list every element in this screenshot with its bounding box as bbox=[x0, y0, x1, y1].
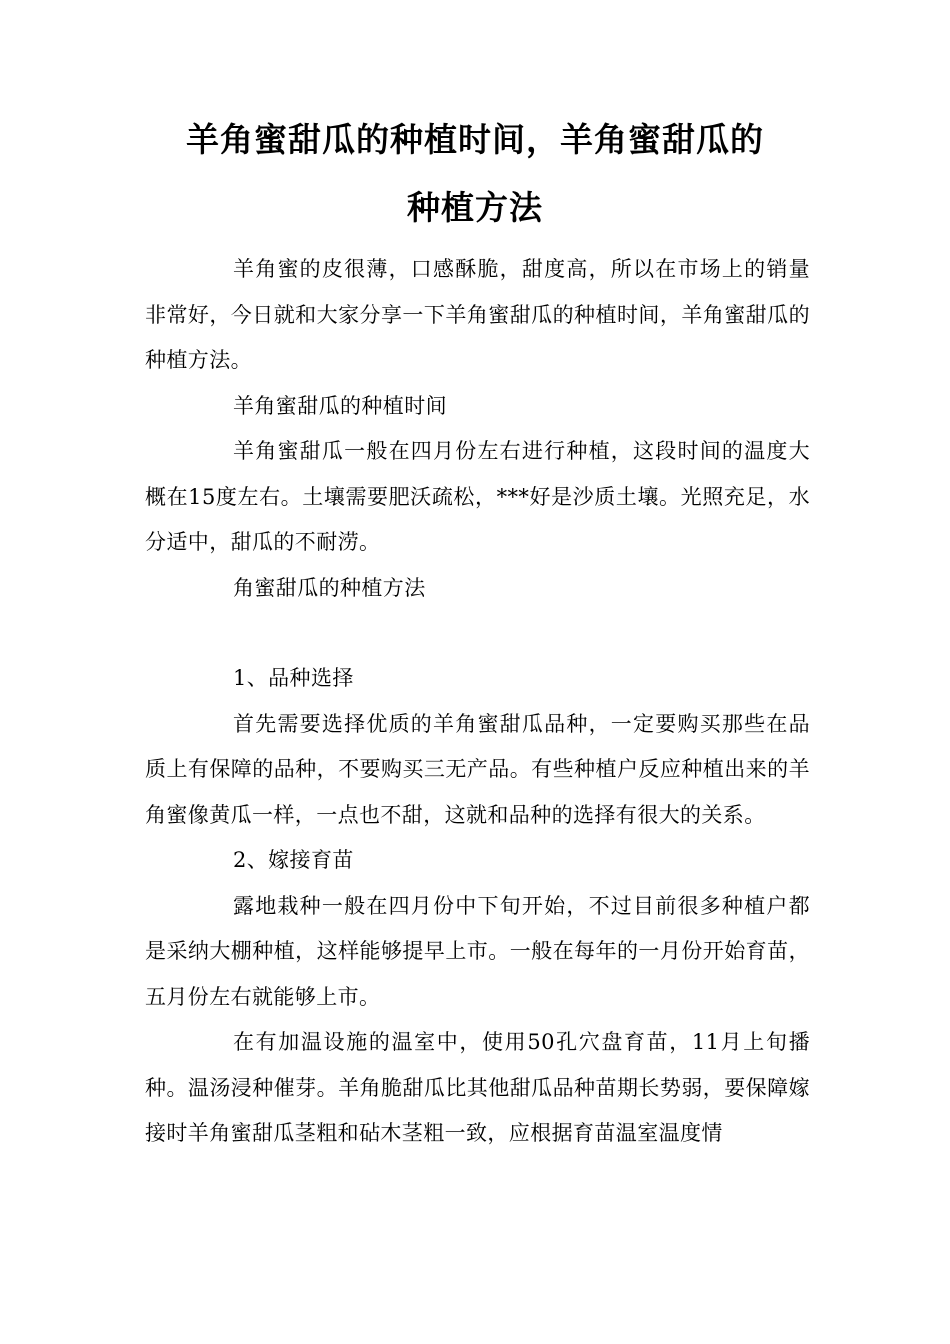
planting-time-paragraph: 羊角蜜甜瓜一般在四月份左右进行种植，这段时间的温度大概在15度左右。土壤需要肥沃疏松，***好是沙质土壤。光照充足，水分适中，甜瓜的不耐涝。 bbox=[145, 439, 810, 554]
document-title-line-1: 羊角蜜甜瓜的种植时间，羊角蜜甜瓜的 bbox=[186, 120, 764, 159]
document-body bbox=[145, 247, 810, 1157]
grafting-paragraph-2: 在有加温设施的温室中，使用50孔穴盘育苗，11月上旬播种。温汤浸种催芽。羊角脆甜瓜比其他甜瓜品种苗期长势弱，要保障嫁接时羊角蜜甜瓜茎粗和砧木茎粗一致，应根据育苗温室温度情 bbox=[145, 1030, 810, 1145]
subheading-variety-selection: 1、品种选择 bbox=[233, 666, 354, 690]
intro-paragraph: 羊角蜜的皮很薄，口感酥脆，甜度高，所以在市场上的销量非常好，今日就和大家分享一下羊角蜜甜瓜的种植时间，羊角蜜甜瓜的种植方法。 bbox=[145, 257, 810, 372]
grafting-paragraph-1: 露地栽种一般在四月份中下旬开始，不过目前很多种植户都是采纳大棚种植，这样能够提早上市。一般在每年的一月份开始育苗，五月份左右就能够上市。 bbox=[145, 893, 810, 1009]
subheading-grafting-seedlings: 2、嫁接育苗 bbox=[233, 848, 354, 872]
variety-selection-paragraph: 首先需要选择优质的羊角蜜甜瓜品种，一定要购买那些在品质上有保障的品种，不要购买三无产品。有些种植户反应种植出来的羊角蜜像黄瓜一样，一点也不甜，这就和品种的选择有很大的关系。 bbox=[145, 711, 810, 827]
section-heading-planting-method: 角蜜甜瓜的种植方法 bbox=[233, 575, 426, 600]
document-title-line-2: 种植方法 bbox=[407, 188, 543, 227]
section-heading-planting-time: 羊角蜜甜瓜的种植时间 bbox=[233, 393, 447, 418]
